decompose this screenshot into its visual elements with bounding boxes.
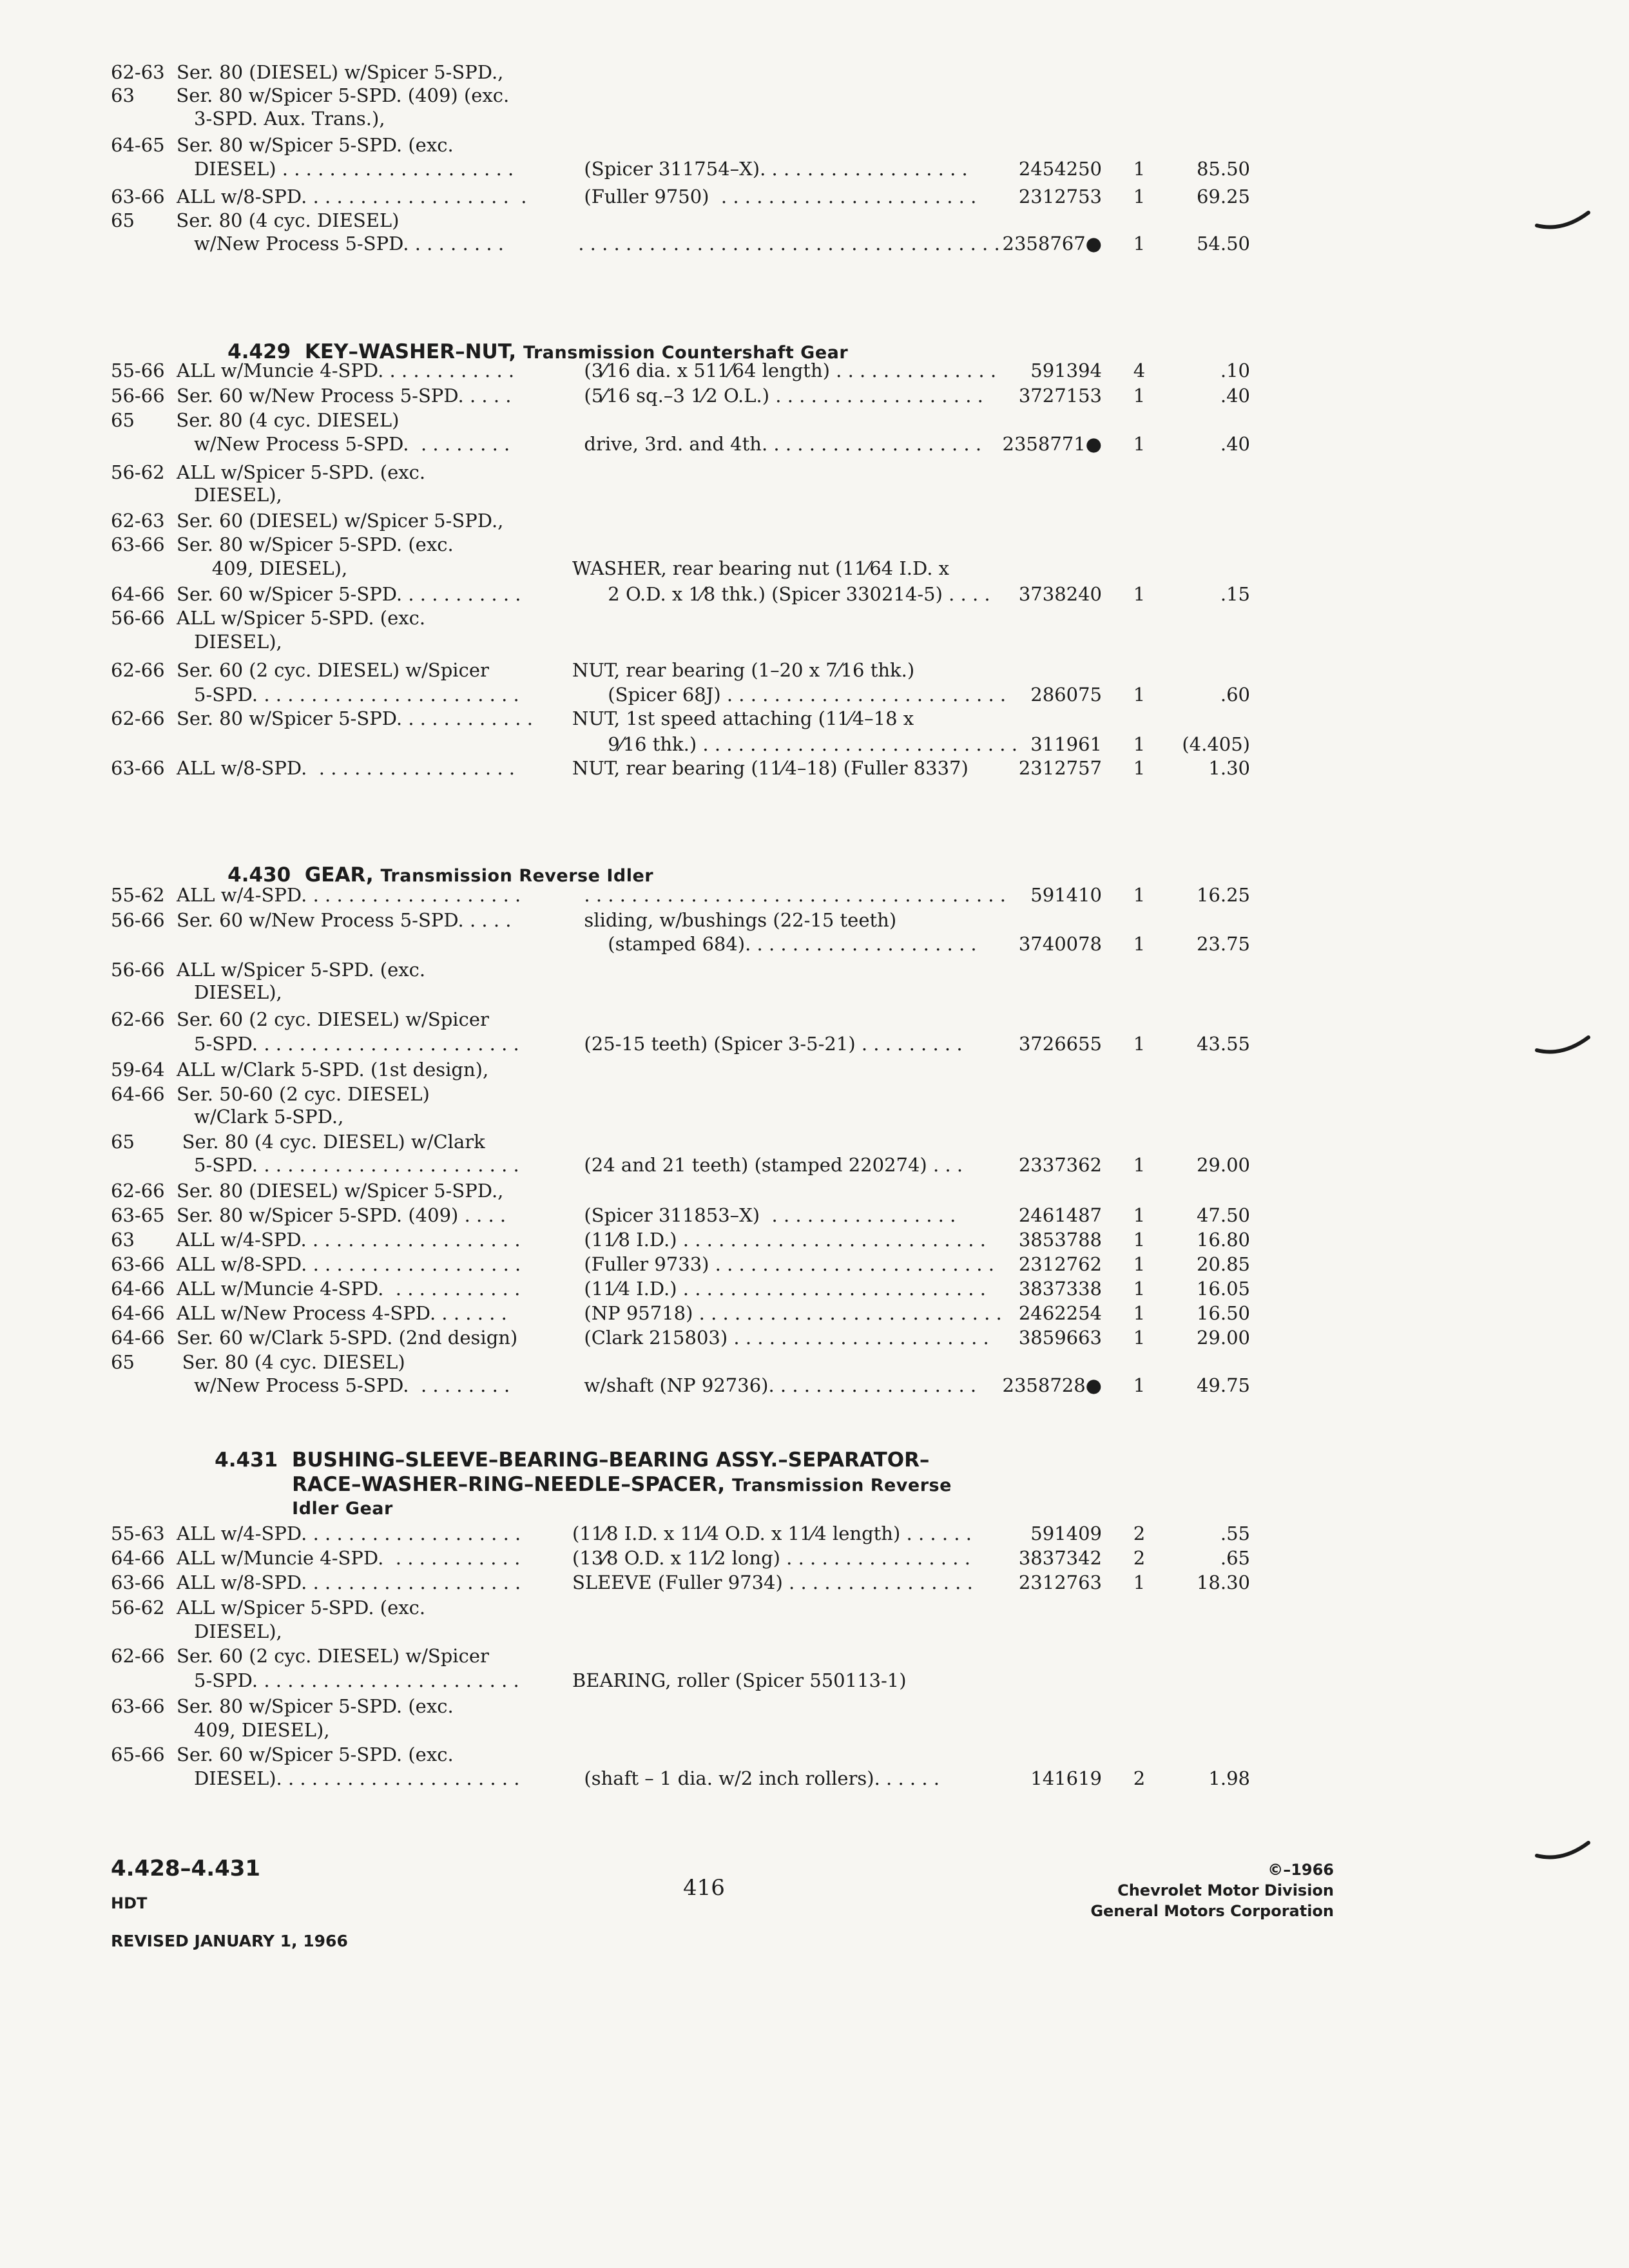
price: (4.405) bbox=[1182, 733, 1250, 755]
price: 1.98 bbox=[1208, 1767, 1250, 1789]
application-text: 59-64 ALL w/Clark 5-SPD. (1st design), bbox=[111, 1059, 489, 1081]
application-text: 56-66 Ser. 60 w/New Process 5-SPD. . . . . bbox=[111, 909, 512, 931]
application-text: 65 Ser. 80 (4 cyc. DIESEL) bbox=[111, 409, 400, 431]
price: 69.25 bbox=[1196, 186, 1250, 207]
table-row bbox=[0, 1372, 1629, 1398]
quantity: 2 bbox=[1133, 1547, 1146, 1569]
section-number: 4.429 bbox=[227, 340, 291, 363]
table-row bbox=[0, 706, 1629, 731]
price: .60 bbox=[1220, 684, 1250, 706]
table-row bbox=[0, 657, 1629, 683]
price: 1.30 bbox=[1208, 757, 1250, 779]
table-row bbox=[0, 459, 1629, 485]
table-row bbox=[0, 682, 1629, 707]
quantity: 1 bbox=[1133, 1253, 1146, 1275]
table-row bbox=[0, 1300, 1629, 1326]
table-row bbox=[0, 532, 1629, 557]
quantity: 1 bbox=[1133, 1229, 1146, 1251]
part-number: 3859663 bbox=[1018, 1327, 1102, 1349]
application-text: 5-SPD. . . . . . . . . . . . . . . . . . . . . . . bbox=[111, 1669, 519, 1691]
description-text: (stamped 684). . . . . . . . . . . . . . . . . . . . bbox=[572, 933, 977, 955]
part-number: 3727153 bbox=[1018, 385, 1102, 407]
footer-copyright: ©–1966 bbox=[1268, 1861, 1334, 1879]
section-number: 4.431 bbox=[215, 1448, 278, 1472]
table-row bbox=[0, 1081, 1629, 1107]
application-text: 65 Ser. 80 (4 cyc. DIESEL) w/Clark bbox=[111, 1131, 485, 1153]
description-text: WASHER, rear bearing nut (11⁄64 I.D. x bbox=[572, 557, 949, 579]
description-text: . . . . . . . . . . . . . . . . . . . . . . . . . . . . . . . . . . . . bbox=[572, 884, 1006, 906]
application-text: 62-66 Ser. 60 (2 cyc. DIESEL) w/Spicer bbox=[111, 659, 489, 681]
description-text: (11⁄4 I.D.) . . . . . . . . . . . . . . . . . . . . . . . . . . bbox=[572, 1278, 986, 1300]
application-text: 5-SPD. . . . . . . . . . . . . . . . . . . . . . . bbox=[111, 684, 519, 706]
application-text: 63 ALL w/4-SPD. . . . . . . . . . . . . . . . . . . bbox=[111, 1229, 521, 1251]
table-row bbox=[0, 1545, 1629, 1571]
quantity: 1 bbox=[1133, 433, 1146, 455]
part-number: 2454250 bbox=[1018, 158, 1102, 180]
table-row bbox=[0, 482, 1629, 508]
price: 23.75 bbox=[1196, 933, 1250, 955]
table-row bbox=[0, 731, 1629, 757]
price: 29.00 bbox=[1196, 1327, 1250, 1349]
table-row bbox=[0, 1717, 1629, 1743]
price: 54.50 bbox=[1196, 233, 1250, 255]
part-number: 2312762 bbox=[1018, 1253, 1102, 1275]
application-text: 56-66 Ser. 60 w/New Process 5-SPD. . . . . bbox=[111, 385, 512, 407]
application-text: 65 Ser. 80 (4 cyc. DIESEL) bbox=[111, 1351, 405, 1373]
price: 16.50 bbox=[1196, 1302, 1250, 1324]
application-text: 56-66 ALL w/Spicer 5-SPD. (exc. bbox=[111, 607, 426, 629]
table-row bbox=[0, 1104, 1629, 1129]
part-number: 141619 bbox=[1030, 1767, 1102, 1789]
description-text: (Clark 215803) . . . . . . . . . . . . . . . . . . . . . . bbox=[572, 1327, 989, 1349]
application-text: 56-66 ALL w/Spicer 5-SPD. (exc. bbox=[111, 959, 426, 981]
table-row bbox=[0, 1619, 1629, 1644]
part-number: 2312757 bbox=[1018, 757, 1102, 779]
table-row bbox=[0, 1251, 1629, 1277]
description-text: (24 and 21 teeth) (stamped 220274) . . . bbox=[572, 1154, 963, 1176]
table-row bbox=[0, 755, 1629, 781]
part-number: 286075 bbox=[1030, 684, 1102, 706]
price: 29.00 bbox=[1196, 1154, 1250, 1176]
footer-range: 4.428–4.431 bbox=[111, 1856, 261, 1881]
description-text: 9⁄16 thk.) . . . . . . . . . . . . . . . . . . . . . . . . . . . bbox=[572, 733, 1017, 755]
table-row bbox=[0, 605, 1629, 631]
price: .55 bbox=[1220, 1523, 1250, 1544]
table-row bbox=[0, 1693, 1629, 1719]
part-number: 2462254 bbox=[1018, 1302, 1102, 1324]
application-text: 63-65 Ser. 80 w/Spicer 5-SPD. (409) . . . . bbox=[111, 1204, 506, 1226]
table-row bbox=[0, 207, 1629, 233]
table-row bbox=[0, 1031, 1629, 1057]
application-text: 62-66 Ser. 80 (DIESEL) w/Spicer 5-SPD., bbox=[111, 1180, 504, 1202]
quantity: 1 bbox=[1133, 933, 1146, 955]
table-row bbox=[0, 1057, 1629, 1082]
price: 20.85 bbox=[1196, 1253, 1250, 1275]
table-row bbox=[0, 629, 1629, 655]
description-text: NUT, 1st speed attaching (11⁄4–18 x bbox=[572, 707, 914, 729]
quantity: 1 bbox=[1133, 1327, 1146, 1349]
description-text: (Spicer 311754–X). . . . . . . . . . . . . . . . . . bbox=[572, 158, 968, 180]
part-number: 3837338 bbox=[1018, 1278, 1102, 1300]
application-text: 64-66 Ser. 50-60 (2 cyc. DIESEL) bbox=[111, 1083, 430, 1105]
application-text: 56-62 ALL w/Spicer 5-SPD. (exc. bbox=[111, 461, 426, 483]
quantity: 1 bbox=[1133, 684, 1146, 706]
application-text: 64-65 Ser. 80 w/Spicer 5-SPD. (exc. bbox=[111, 134, 454, 156]
section-subtitle-line2: Transmission Reverse bbox=[731, 1475, 952, 1495]
price: 18.30 bbox=[1196, 1571, 1250, 1593]
price: .40 bbox=[1220, 385, 1250, 407]
description-text: (NP 95718) . . . . . . . . . . . . . . . . . . . . . . . . . . bbox=[572, 1302, 1002, 1324]
application-text: 65 Ser. 80 (4 cyc. DIESEL) bbox=[111, 209, 400, 231]
table-row bbox=[0, 407, 1629, 433]
quantity: 1 bbox=[1133, 233, 1146, 255]
price: .65 bbox=[1220, 1547, 1250, 1569]
table-row bbox=[0, 957, 1629, 983]
footer-division: Chevrolet Motor Division bbox=[1117, 1881, 1334, 1899]
application-text: 63-66 Ser. 80 w/Spicer 5-SPD. (exc. bbox=[111, 533, 454, 555]
table-row bbox=[0, 1129, 1629, 1155]
quantity: 4 bbox=[1133, 360, 1146, 381]
table-row bbox=[0, 1227, 1629, 1253]
quantity: 2 bbox=[1133, 1767, 1146, 1789]
price: .10 bbox=[1220, 360, 1250, 381]
table-row bbox=[0, 581, 1629, 607]
application-text: w/New Process 5-SPD. . . . . . . . . bbox=[111, 1374, 510, 1396]
quantity: 1 bbox=[1133, 1154, 1146, 1176]
quantity: 1 bbox=[1133, 733, 1146, 755]
description-text: (Spicer 68J) . . . . . . . . . . . . . . . . . . . . . . . . bbox=[572, 684, 1007, 706]
section-subtitle-line3: Idler Gear bbox=[292, 1499, 393, 1519]
part-number: 2312763 bbox=[1018, 1571, 1102, 1593]
application-text: 5-SPD. . . . . . . . . . . . . . . . . . . . . . . bbox=[111, 1154, 519, 1176]
table-row bbox=[0, 1521, 1629, 1546]
application-text: 63-66 ALL w/8-SPD. . . . . . . . . . . . . . . . . . bbox=[111, 757, 516, 779]
price: .15 bbox=[1220, 583, 1250, 605]
price: 16.80 bbox=[1196, 1229, 1250, 1251]
table-row bbox=[0, 59, 1629, 85]
part-number: 2337362 bbox=[1018, 1154, 1102, 1176]
table-row bbox=[0, 1667, 1629, 1693]
table-row bbox=[0, 156, 1629, 182]
application-text: 63-66 ALL w/8-SPD. . . . . . . . . . . . . . . . . . . bbox=[111, 186, 527, 207]
quantity: 1 bbox=[1133, 186, 1146, 207]
price: 16.05 bbox=[1196, 1278, 1250, 1300]
application-text: 62-66 Ser. 60 (2 cyc. DIESEL) w/Spicer bbox=[111, 1008, 489, 1030]
application-text: 62-66 Ser. 60 (2 cyc. DIESEL) w/Spicer bbox=[111, 1645, 489, 1667]
part-number: 2358771● bbox=[1002, 433, 1102, 455]
part-number: 591409 bbox=[1030, 1523, 1102, 1544]
table-row bbox=[0, 106, 1629, 131]
description-text: (Spicer 311853–X) . . . . . . . . . . . . . . . . bbox=[572, 1204, 956, 1226]
description-text: BEARING, roller (Spicer 550113-1) bbox=[572, 1669, 907, 1691]
table-row bbox=[0, 431, 1629, 457]
table-row bbox=[0, 82, 1629, 108]
application-text: w/Clark 5-SPD., bbox=[111, 1106, 344, 1128]
description-text: w/shaft (NP 92736). . . . . . . . . . . . . . . . . . bbox=[572, 1374, 977, 1396]
table-row bbox=[0, 1202, 1629, 1228]
table-row bbox=[0, 1325, 1629, 1350]
part-number: 591394 bbox=[1030, 360, 1102, 381]
application-text: 64-66 ALL w/New Process 4-SPD. . . . . . . bbox=[111, 1302, 507, 1324]
application-text: 5-SPD. . . . . . . . . . . . . . . . . . . . . . . bbox=[111, 1033, 519, 1055]
application-text: 63-66 ALL w/8-SPD. . . . . . . . . . . . . . . . . . . bbox=[111, 1253, 521, 1275]
application-text: DIESEL) . . . . . . . . . . . . . . . . . . . . bbox=[111, 158, 514, 180]
description-text: NUT, rear bearing (11⁄4–18) (Fuller 8337) bbox=[572, 757, 969, 779]
table-row bbox=[0, 1595, 1629, 1620]
application-text: w/New Process 5-SPD. . . . . . . . . bbox=[111, 233, 505, 255]
table-row bbox=[0, 184, 1629, 209]
table-row bbox=[0, 231, 1629, 256]
table-row bbox=[0, 1765, 1629, 1791]
table-row bbox=[0, 1276, 1629, 1302]
application-text: 62-63 Ser. 80 (DIESEL) w/Spicer 5-SPD., bbox=[111, 61, 504, 83]
application-text: 3-SPD. Aux. Trans.), bbox=[111, 108, 385, 130]
description-text: 2 O.D. x 1⁄8 thk.) (Spicer 330214-5) . . . . bbox=[572, 583, 990, 605]
price: 85.50 bbox=[1196, 158, 1250, 180]
application-text: DIESEL), bbox=[111, 631, 282, 653]
table-row bbox=[0, 132, 1629, 158]
application-text: DIESEL), bbox=[111, 484, 282, 506]
price: .40 bbox=[1220, 433, 1250, 455]
part-number: 2312753 bbox=[1018, 186, 1102, 207]
part-number: 2358767● bbox=[1002, 233, 1102, 255]
page-number: 416 bbox=[683, 1875, 725, 1901]
part-number: 3853788 bbox=[1018, 1229, 1102, 1251]
table-row bbox=[0, 1006, 1629, 1032]
table-row bbox=[0, 907, 1629, 933]
application-text: 56-62 ALL w/Spicer 5-SPD. (exc. bbox=[111, 1597, 426, 1619]
description-text: . . . . . . . . . . . . . . . . . . . . . . . . . . . . . . . . . . . . bbox=[572, 233, 1000, 255]
quantity: 1 bbox=[1133, 1278, 1146, 1300]
table-row bbox=[0, 555, 1629, 581]
application-text: 65-66 Ser. 60 w/Spicer 5-SPD. (exc. bbox=[111, 1744, 454, 1765]
part-number: 2358728● bbox=[1002, 1374, 1102, 1396]
description-text: drive, 3rd. and 4th. . . . . . . . . . . . . . . . . . . bbox=[572, 433, 982, 455]
section-title-line2: RACE–WASHER–RING–NEEDLE–SPACER, bbox=[292, 1473, 726, 1496]
description-text: (shaft – 1 dia. w/2 inch rollers). . . . . . bbox=[572, 1767, 940, 1789]
table-row bbox=[0, 383, 1629, 408]
application-text: 63-66 ALL w/8-SPD. . . . . . . . . . . . . . . . . . . bbox=[111, 1571, 521, 1593]
quantity: 1 bbox=[1133, 1571, 1146, 1593]
footer-hdt: HDT bbox=[111, 1894, 148, 1912]
description-text: NUT, rear bearing (1–20 x 7⁄16 thk.) bbox=[572, 659, 915, 681]
description-text: SLEEVE (Fuller 9734) . . . . . . . . . . . . . . . . bbox=[572, 1571, 973, 1593]
part-number: 3738240 bbox=[1018, 583, 1102, 605]
quantity: 1 bbox=[1133, 1033, 1146, 1055]
table-row bbox=[0, 979, 1629, 1005]
table-row bbox=[0, 508, 1629, 533]
table-row bbox=[0, 1742, 1629, 1767]
quantity: 1 bbox=[1133, 385, 1146, 407]
footer-corporation: General Motors Corporation bbox=[1090, 1902, 1334, 1920]
table-row bbox=[0, 1152, 1629, 1178]
application-text: 64-66 Ser. 60 w/Clark 5-SPD. (2nd design) bbox=[111, 1327, 518, 1349]
application-text: 55-63 ALL w/4-SPD. . . . . . . . . . . . . . . . . . . bbox=[111, 1523, 521, 1544]
price: 43.55 bbox=[1196, 1033, 1250, 1055]
table-row bbox=[0, 1570, 1629, 1595]
quantity: 2 bbox=[1133, 1523, 1146, 1544]
application-text: 64-66 Ser. 60 w/Spicer 5-SPD. . . . . . . . . . . bbox=[111, 583, 521, 605]
description-text: sliding, w/bushings (22-15 teeth) bbox=[572, 909, 897, 931]
application-text: 409, DIESEL), bbox=[111, 557, 348, 579]
footer-revised: REVISED JANUARY 1, 1966 bbox=[111, 1932, 348, 1950]
application-text: 64-66 ALL w/Muncie 4-SPD. . . . . . . . . . . . bbox=[111, 1547, 521, 1569]
section-title-line1: BUSHING–SLEEVE–BEARING–BEARING ASSY.–SEPARATOR– bbox=[291, 1448, 930, 1472]
part-number: 3837342 bbox=[1018, 1547, 1102, 1569]
part-number: 3726655 bbox=[1018, 1033, 1102, 1055]
application-text: DIESEL), bbox=[111, 981, 282, 1003]
quantity: 1 bbox=[1133, 583, 1146, 605]
table-row bbox=[0, 1178, 1629, 1204]
application-text: 62-66 Ser. 80 w/Spicer 5-SPD. . . . . . . . . . . . bbox=[111, 707, 533, 729]
section-subtitle: Transmission Countershaft Gear bbox=[523, 343, 849, 363]
part-number: 591410 bbox=[1030, 884, 1102, 906]
description-text: (5⁄16 sq.–3 1⁄2 O.L.) . . . . . . . . . . . . . . . . . . bbox=[572, 385, 983, 407]
application-text: 409, DIESEL), bbox=[111, 1719, 330, 1741]
price: 49.75 bbox=[1196, 1374, 1250, 1396]
application-text: 63 Ser. 80 w/Spicer 5-SPD. (409) (exc. bbox=[111, 84, 510, 106]
table-row bbox=[0, 1349, 1629, 1375]
part-number: 3740078 bbox=[1018, 933, 1102, 955]
part-number: 2461487 bbox=[1018, 1204, 1102, 1226]
application-text: 55-66 ALL w/Muncie 4-SPD. . . . . . . . . . . . bbox=[111, 360, 515, 381]
binder-hole-mark-icon bbox=[1534, 1024, 1592, 1063]
table-row bbox=[0, 882, 1629, 908]
binder-hole-mark-icon bbox=[1534, 1830, 1592, 1869]
quantity: 1 bbox=[1133, 1204, 1146, 1226]
description-text: (3⁄16 dia. x 511⁄64 length) . . . . . . . . . . . . . . bbox=[572, 360, 997, 381]
description-text: (25-15 teeth) (Spicer 3-5-21) . . . . . . . . . bbox=[572, 1033, 963, 1055]
section-title: KEY–WASHER–NUT, bbox=[304, 340, 517, 363]
description-text: (Fuller 9733) . . . . . . . . . . . . . . . . . . . . . . . . bbox=[572, 1253, 994, 1275]
table-row bbox=[0, 358, 1629, 383]
description-text: (Fuller 9750) . . . . . . . . . . . . . . . . . . . . . . bbox=[572, 186, 977, 207]
application-text: 63-66 Ser. 80 w/Spicer 5-SPD. (exc. bbox=[111, 1695, 454, 1717]
price: 47.50 bbox=[1196, 1204, 1250, 1226]
table-row bbox=[0, 1643, 1629, 1669]
binder-hole-mark-icon bbox=[1534, 200, 1592, 238]
description-text: (13⁄8 O.D. x 11⁄2 long) . . . . . . . . . . . . . . . . bbox=[572, 1547, 970, 1569]
description-text: (11⁄8 I.D.) . . . . . . . . . . . . . . . . . . . . . . . . . . bbox=[572, 1229, 986, 1251]
application-text: w/New Process 5-SPD. . . . . . . . . bbox=[111, 433, 510, 455]
application-text: 64-66 ALL w/Muncie 4-SPD. . . . . . . . . . . . bbox=[111, 1278, 521, 1300]
section-number: 4.430 bbox=[227, 863, 291, 887]
application-text: 55-62 ALL w/4-SPD. . . . . . . . . . . . . . . . . . . bbox=[111, 884, 521, 906]
table-row bbox=[0, 931, 1629, 957]
application-text: 62-63 Ser. 60 (DIESEL) w/Spicer 5-SPD., bbox=[111, 510, 504, 532]
quantity: 1 bbox=[1133, 884, 1146, 906]
part-number: 311961 bbox=[1030, 733, 1102, 755]
price: 16.25 bbox=[1196, 884, 1250, 906]
quantity: 1 bbox=[1133, 1302, 1146, 1324]
section-subtitle: Transmission Reverse Idler bbox=[380, 866, 654, 886]
application-text: DIESEL), bbox=[111, 1620, 282, 1642]
quantity: 1 bbox=[1133, 757, 1146, 779]
quantity: 1 bbox=[1133, 1374, 1146, 1396]
application-text: DIESEL). . . . . . . . . . . . . . . . . . . . . bbox=[111, 1767, 520, 1789]
description-text: (11⁄8 I.D. x 11⁄4 O.D. x 11⁄4 length) . . . . . . bbox=[572, 1523, 972, 1544]
section-title: GEAR, bbox=[304, 863, 374, 887]
quantity: 1 bbox=[1133, 158, 1146, 180]
